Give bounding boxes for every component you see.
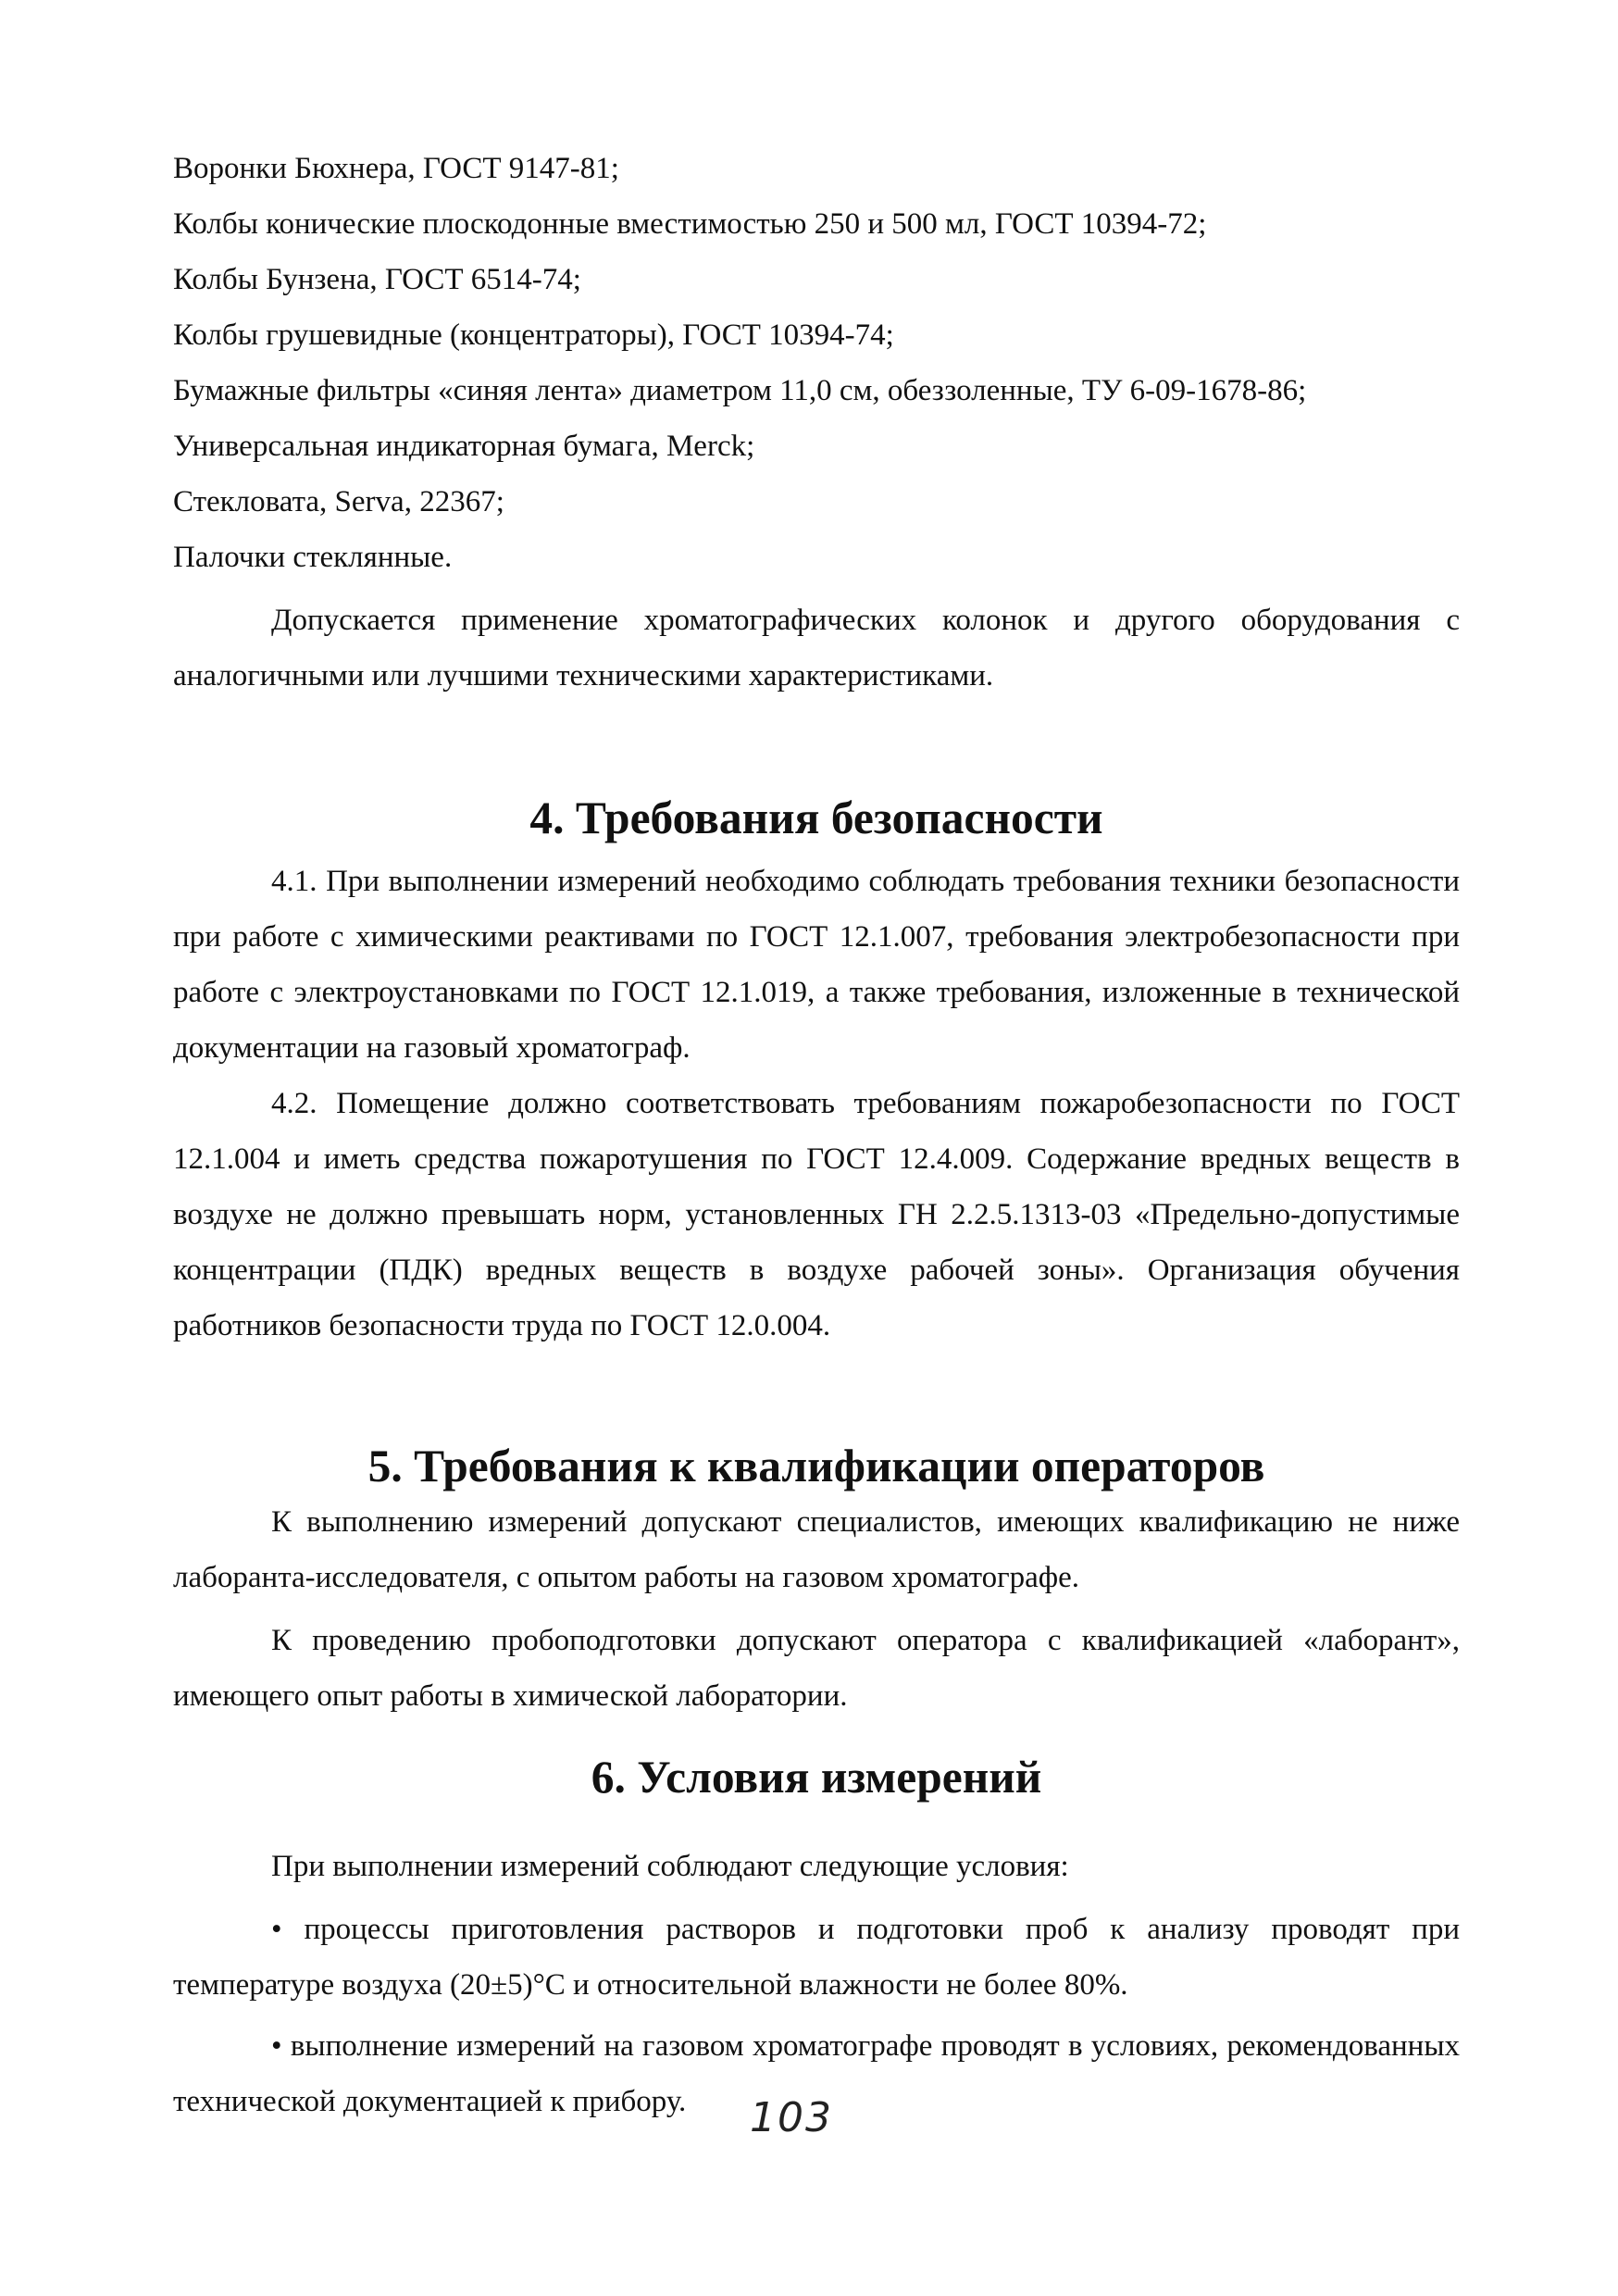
equipment-list: [173, 141, 1460, 585]
equipment-item-glass-rods: Палочки стеклянные.: [173, 541, 453, 574]
section-4-paragraph-1: 4.1. При выполнении измерений необходимо соблюдать требования техники безопасности при работе с химическими реактивами по ГОСТ 12.1.007, требования электробезопасности при работе с электроустановками по ГОСТ 12.1.019, а также требования, изложенные в технической документации на газовый хроматограф.: [173, 865, 1460, 1065]
page-content: [173, 141, 1460, 2129]
section-5-paragraph-1: К выполнению измерений допускают специалистов, имеющих квалификацию не ниже лаборанта-исследователя, с опытом работы на газовом хроматографе.: [173, 1505, 1460, 1594]
equipment-item-indicator-paper: Универсальная индикаторная бумага, Merck;: [173, 430, 755, 463]
equipment-item-pear-flasks: Колбы грушевидные (концентраторы), ГОСТ 10394-74;: [173, 318, 894, 352]
section-5-title: 5. Требования к квалификации операторов: [367, 1441, 1265, 1491]
equipment-note: Допускается применение хроматографических колонок и другого оборудования с аналогичными или лучшими техническими характеристиками.: [173, 604, 1460, 693]
section-6-bullet-2: • выполнение измерений на газовом хроматографе проводят в условиях, рекомендованных технической документацией к прибору.: [173, 2029, 1460, 2118]
handwritten-page-number: [750, 2090, 870, 2155]
equipment-item-glass-wool: Стекловата, Serva, 22367;: [173, 485, 504, 518]
section-5-paragraph-2: К проведению пробоподготовки допускают оператора с квалификацией «лаборант», имеющего опыт работы в химической лаборатории.: [173, 1624, 1460, 1713]
section-4-paragraph-2: 4.2. Помещение должно соответствовать требованиям пожаробезопасности по ГОСТ 12.1.004 и иметь средства пожаротушения по ГОСТ 12.4.009. Содержание вредных веществ в воздухе не должно превышать норм, установленных ГН 2.2.5.1313-03 «Предельно-допустимые концентрации (ПДК) вредных веществ в воздухе рабочей зоны». Организация обучения работников безопасности труда по ГОСТ 12.0.004.: [173, 1087, 1460, 1342]
equipment-item-buchner-funnels: Воронки Бюхнера, ГОСТ 9147-81;: [173, 152, 619, 185]
section-6-bullet-1: • процессы приготовления растворов и подготовки проб к анализу проводят при температуре воздуха (20±5)°С и относительной влажности не более 80%.: [173, 1913, 1460, 2002]
section-6-title: 6. Условия измерений: [591, 1752, 1042, 1803]
equipment-item-conical-flasks: Колбы конические плоскодонные вместимостью 250 и 500 мл, ГОСТ 10394-72;: [173, 207, 1207, 241]
page-number-text: 103: [750, 2094, 833, 2141]
equipment-item-bunsen-flasks: Колбы Бунзена, ГОСТ 6514-74;: [173, 263, 581, 296]
section-4-title: 4. Требования безопасности: [529, 792, 1103, 843]
equipment-item-paper-filters: Бумажные фильтры «синяя лента» диаметром 11,0 см, обеззоленные, ТУ 6-09-1678-86;: [173, 374, 1307, 407]
section-6-intro: При выполнении измерений соблюдают следующие условия:: [271, 1850, 1069, 1883]
